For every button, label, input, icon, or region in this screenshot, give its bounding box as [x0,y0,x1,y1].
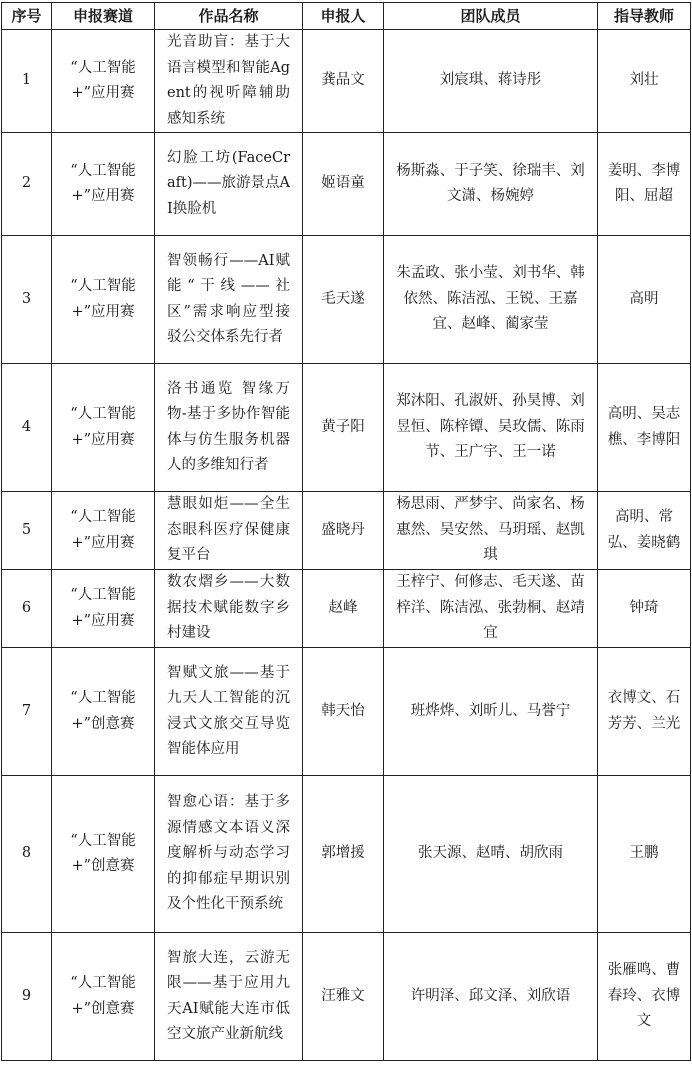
cell-applicant: 汪雅文 [303,933,384,1061]
cell-applicant: 黄子阳 [303,364,384,492]
cell-members: 朱孟政、张小莹、刘书华、韩依然、陈洁泓、王锐、王嘉宜、赵峰、蔺家莹 [384,236,598,364]
table-row [2,570,691,648]
table-row [2,364,691,492]
cell-name: 智领畅行——AI赋能“干线——社区”需求响应型接驳公交体系先行者 [155,236,303,364]
table-row [2,30,691,133]
cell-name: 幻脸工坊(FaceCraft)——旅游景点AI换脸机 [155,133,303,236]
cell-no: 5 [2,492,52,570]
cell-name: 智旅大连，云游无限——基于应用九天AI赋能大连市低空文旅产业新航线 [155,933,303,1061]
cell-members: 郑沐阳、孔淑妍、孙昊博、刘昱恒、陈梓镡、吴玫儒、陈雨节、王广宇、王一诺 [384,364,598,492]
cell-name: 光音助盲：基于大语言模型和智能Agent的视听障辅助感知系统 [155,30,303,133]
cell-applicant: 龚品文 [303,30,384,133]
cell-members: 刘宸琪、蒋诗彤 [384,30,598,133]
cell-name: 洛书通览 智缘万物-基于多协作智能体与仿生服务机器人的多维知行者 [155,364,303,492]
header-track: 申报赛道 [52,3,155,30]
cell-no: 6 [2,570,52,648]
cell-teacher: 衣博文、石芳芳、兰光 [598,648,691,776]
cell-track: “人工智能+”应用赛 [52,133,155,236]
header-members: 团队成员 [384,3,598,30]
cell-track: “人工智能+”应用赛 [52,30,155,133]
cell-name: 智愈心语：基于多源情感文本语义深度解析与动态学习的抑郁症早期识别及个性化干预系统 [155,776,303,933]
table-row [2,776,691,933]
table-row [2,648,691,776]
cell-no: 1 [2,30,52,133]
cell-applicant: 姬语童 [303,133,384,236]
cell-no: 8 [2,776,52,933]
cell-no: 2 [2,133,52,236]
cell-track: “人工智能+”应用赛 [52,492,155,570]
cell-track: “人工智能+”应用赛 [52,364,155,492]
cell-teacher: 张雁鸣、曹春玲、衣博文 [598,933,691,1061]
cell-members: 杨思雨、严梦宇、尚家名、杨惠然、吴安然、马玥瑶、赵凯琪 [384,492,598,570]
header-no: 序号 [2,3,52,30]
table-row [2,236,691,364]
cell-no: 3 [2,236,52,364]
cell-teacher: 王鹏 [598,776,691,933]
award-table [1,2,691,1061]
cell-name: 数农熠乡——大数据技术赋能数字乡村建设 [155,570,303,648]
cell-members: 许明泽、邱文泽、刘欣语 [384,933,598,1061]
cell-applicant: 赵峰 [303,570,384,648]
cell-members: 杨斯淼、于子笑、徐瑞丰、刘文潇、杨婉婷 [384,133,598,236]
table-row [2,133,691,236]
cell-applicant: 郭增援 [303,776,384,933]
cell-no: 9 [2,933,52,1061]
cell-track: “人工智能+”创意赛 [52,648,155,776]
cell-applicant: 盛晓丹 [303,492,384,570]
cell-teacher: 高明、常弘、姜晓鹤 [598,492,691,570]
header-row [2,3,691,30]
cell-applicant: 毛天遂 [303,236,384,364]
cell-no: 4 [2,364,52,492]
cell-members: 班烨烨、刘昕儿、马誉宁 [384,648,598,776]
cell-teacher: 刘壮 [598,30,691,133]
header-name: 作品名称 [155,3,303,30]
cell-applicant: 韩天怡 [303,648,384,776]
cell-teacher: 姜明、李博阳、屈超 [598,133,691,236]
cell-track: “人工智能+”应用赛 [52,236,155,364]
cell-teacher: 钟琦 [598,570,691,648]
cell-teacher: 高明、吴志樵、李博阳 [598,364,691,492]
cell-track: “人工智能+”创意赛 [52,776,155,933]
table-row [2,933,691,1061]
cell-name: 慧眼如炬——全生态眼科医疗保健康复平台 [155,492,303,570]
cell-teacher: 高明 [598,236,691,364]
cell-track: “人工智能+”应用赛 [52,570,155,648]
header-applicant: 申报人 [303,3,384,30]
cell-name: 智赋文旅——基于九天人工智能的沉浸式文旅交互导览智能体应用 [155,648,303,776]
cell-members: 王梓宁、何修志、毛天遂、苗梓洋、陈洁泓、张勃桐、赵靖宜 [384,570,598,648]
cell-track: “人工智能+”创意赛 [52,933,155,1061]
table-row [2,492,691,570]
header-teacher: 指导教师 [598,3,691,30]
cell-members: 张天源、赵晴、胡欣雨 [384,776,598,933]
cell-no: 7 [2,648,52,776]
